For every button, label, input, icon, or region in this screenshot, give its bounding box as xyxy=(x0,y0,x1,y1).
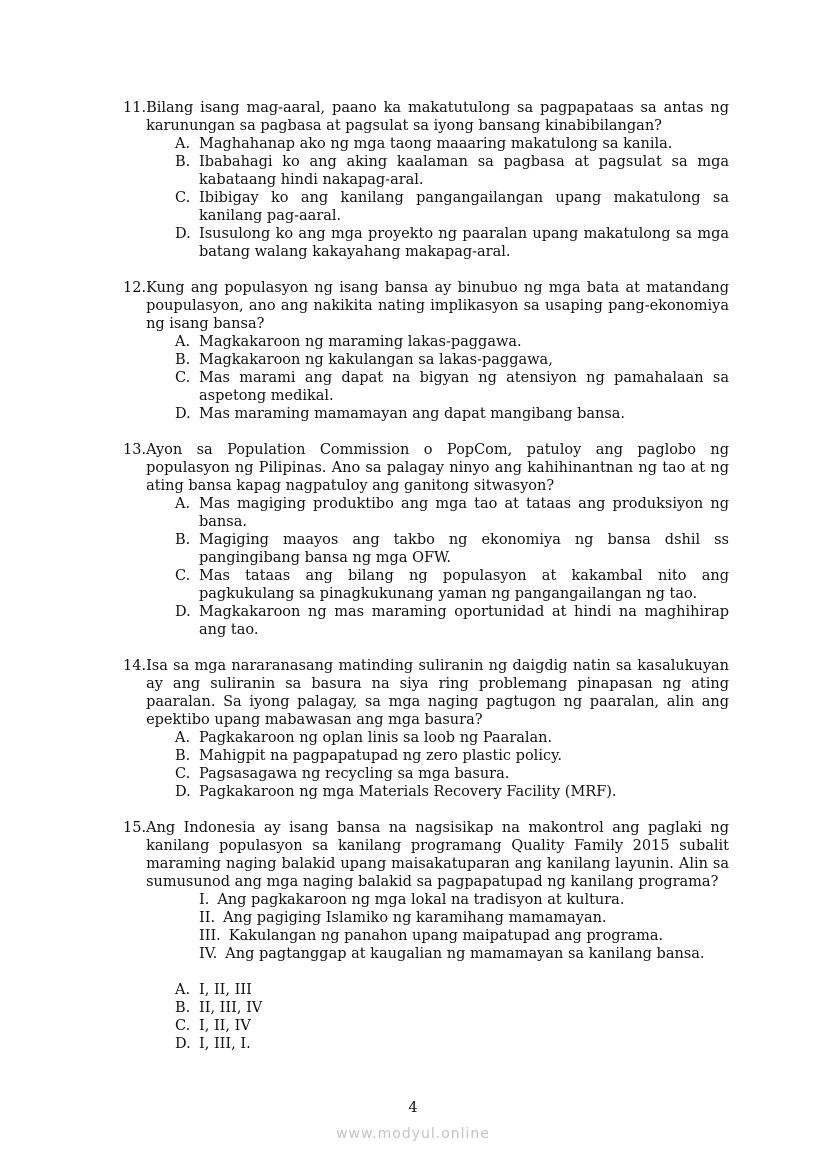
choice-letter: A. xyxy=(175,136,191,152)
question-list xyxy=(123,99,729,1071)
choice-c xyxy=(175,1017,729,1035)
choice-letter: C. xyxy=(175,1018,191,1034)
choice-letter: C. xyxy=(175,190,191,206)
statement-list xyxy=(199,891,729,963)
choice-letter: C. xyxy=(175,370,191,386)
question-number: 15. xyxy=(123,820,147,836)
choice-letter: A. xyxy=(175,730,191,746)
question-number: 14. xyxy=(123,658,147,674)
choice-list xyxy=(175,981,729,1053)
question-number: 13. xyxy=(123,442,147,458)
choice-d xyxy=(175,405,729,423)
choice-c xyxy=(175,567,729,603)
choice-text: I, II, IV xyxy=(199,1018,251,1034)
choice-text: I, III, I. xyxy=(199,1036,251,1052)
question-text: Bilang isang mag-aaral, paano ka makatutulong sa pagpapataas sa antas ng karunungan sa pagbasa at pagsulat sa iyong bansang kinabibilangan? xyxy=(146,100,729,134)
choice-letter: A. xyxy=(175,982,191,998)
choice-letter: D. xyxy=(175,604,191,620)
choice-c xyxy=(175,189,729,225)
question-text: Ayon sa Population Commission o PopCom, patuloy ang paglobo ng populasyon ng Pilipinas. Ano sa palagay ninyo ang kahihinantnan ng tao at ng ating bansa kapag nagpatuloy ang ganitong sitwasyon? xyxy=(146,442,729,494)
choice-letter: D. xyxy=(175,784,191,800)
statement-numeral: III. xyxy=(199,928,221,944)
watermark: www.modyul.online xyxy=(336,1126,490,1142)
choice-text: I, II, III xyxy=(199,982,252,998)
statement-numeral: IV. xyxy=(199,946,218,962)
question-number: 11. xyxy=(123,100,147,116)
spacer xyxy=(123,963,729,981)
choice-d xyxy=(175,1035,729,1053)
choice-d xyxy=(175,603,729,639)
choice-text: Mahigpit na pagpapatupad ng zero plastic policy. xyxy=(199,748,562,764)
question-text: Kung ang populasyon ng isang bansa ay binubuo ng mga bata at matandang poupulasyon, ano ang nakikita nating implikasyon sa usaping pang-ekonomiya ng isang bansa? xyxy=(146,280,729,332)
choice-letter: A. xyxy=(175,334,191,350)
choice-text: Isusulong ko ang mga proyekto ng paaralan upang makatulong sa mga batang walang kakayahang makapag-aral. xyxy=(199,226,729,260)
question-number: 12. xyxy=(123,280,147,296)
choice-text: Ibabahagi ko ang aking kaalaman sa pagbasa at pagsulat sa mga kabataang hindi nakapag-aral. xyxy=(199,154,729,188)
statement-text: Ang pagtanggap at kaugalian ng mamamayan sa kanilang bansa. xyxy=(225,946,705,962)
choice-b xyxy=(175,747,729,765)
choice-list xyxy=(175,729,729,801)
question-stem xyxy=(123,279,729,333)
choice-b xyxy=(175,999,729,1017)
choice-letter: D. xyxy=(175,226,191,242)
choice-a xyxy=(175,495,729,531)
choice-text: Magkakaroon ng mas maraming oportunidad at hindi na maghihirap ang tao. xyxy=(199,604,729,638)
choice-list xyxy=(175,333,729,423)
choice-text: Pagkakaroon ng mga Materials Recovery Facility (MRF). xyxy=(199,784,617,800)
choice-text: Maghahanap ako ng mga taong maaaring makatulong sa kanila. xyxy=(199,136,673,152)
choice-c xyxy=(175,765,729,783)
statement-text: Ang pagiging Islamiko ng karamihang mamamayan. xyxy=(223,910,607,926)
choice-letter: A. xyxy=(175,496,191,512)
statement-numeral: I. xyxy=(199,892,210,908)
choice-text: Pagsasagawa ng recycling sa mga basura. xyxy=(199,766,510,782)
choice-d xyxy=(175,225,729,261)
question-stem xyxy=(123,99,729,135)
choice-a xyxy=(175,135,729,153)
choice-text: II, III, IV xyxy=(199,1000,263,1016)
choice-text: Magiging maayos ang takbo ng ekonomiya ng bansa dshil ss pangingibang bansa ng mga OFW. xyxy=(199,532,729,566)
choice-text: Ibibigay ko ang kanilang pangangailangan upang makatulong sa kanilang pag-aaral. xyxy=(199,190,729,224)
page-number: 4 xyxy=(408,1100,418,1116)
choice-letter: D. xyxy=(175,1036,191,1052)
statement-ii xyxy=(199,909,729,927)
statement-text: Kakulangan ng panahon upang maipatupad ang programa. xyxy=(228,928,664,944)
question-15 xyxy=(123,819,729,1053)
choice-letter: B. xyxy=(175,532,191,548)
statement-text: Ang pagkakaroon ng mga lokal na tradisyon at kultura. xyxy=(217,892,625,908)
choice-letter: B. xyxy=(175,154,191,170)
question-text: Isa sa mga nararanasang matinding suliranin ng daigdig natin sa kasalukuyan ay ang suliranin sa basura na siya ring problemang pinapasan ng ating paaralan. Sa iyong palagay, sa mga naging pagtugon ng paaralan, alin ang epektibo upang mabawasan ang mga basura? xyxy=(146,658,729,728)
question-12 xyxy=(123,279,729,423)
statement-iii xyxy=(199,927,729,945)
question-text: Ang Indonesia ay isang bansa na nagsisikap na makontrol ang paglaki ng kanilang populasyon sa kanilang programang Quality Family 2015 subalit maraming naging balakid upang maisakatuparan ang kanilang layunin. Alin sa sumusunod ang mga naging balakid sa pagpapatupad ng kanilang programa? xyxy=(146,820,729,890)
choice-text: Magkakaroon ng maraming lakas-paggawa. xyxy=(199,334,522,350)
choice-letter: C. xyxy=(175,766,191,782)
choice-text: Mas marami ang dapat na bigyan ng atensiyon ng pamahalaan sa aspetong medikal. xyxy=(199,370,729,404)
choice-text: Mas maraming mamamayan ang dapat mangibang bansa. xyxy=(199,406,626,422)
choice-text: Pagkakaroon ng oplan linis sa loob ng Paaralan. xyxy=(199,730,553,746)
choice-list xyxy=(175,495,729,639)
choice-b xyxy=(175,531,729,567)
statement-numeral: II. xyxy=(199,910,216,926)
choice-letter: D. xyxy=(175,406,191,422)
choice-d xyxy=(175,783,729,801)
choice-text: Magkakaroon ng kakulangan sa lakas-paggawa, xyxy=(199,352,553,368)
choice-text: Mas tataas ang bilang ng populasyon at kakambal nito ang pagkukulang sa pinagkukunang yaman ng pangangailangan ng tao. xyxy=(199,568,729,602)
question-14 xyxy=(123,657,729,801)
choice-letter: C. xyxy=(175,568,191,584)
question-stem xyxy=(123,441,729,495)
choice-a xyxy=(175,333,729,351)
statement-iv xyxy=(199,945,729,963)
choice-b xyxy=(175,351,729,369)
choice-text: Mas magiging produktibo ang mga tao at tataas ang produksiyon ng bansa. xyxy=(199,496,729,530)
question-11 xyxy=(123,99,729,261)
choice-c xyxy=(175,369,729,405)
choice-letter: B. xyxy=(175,748,191,764)
choice-b xyxy=(175,153,729,189)
statement-i xyxy=(199,891,729,909)
choice-list xyxy=(175,135,729,261)
choice-letter: B. xyxy=(175,352,191,368)
question-stem xyxy=(123,819,729,891)
choice-letter: B. xyxy=(175,1000,191,1016)
question-stem xyxy=(123,657,729,729)
choice-a xyxy=(175,981,729,999)
choice-a xyxy=(175,729,729,747)
question-13 xyxy=(123,441,729,639)
